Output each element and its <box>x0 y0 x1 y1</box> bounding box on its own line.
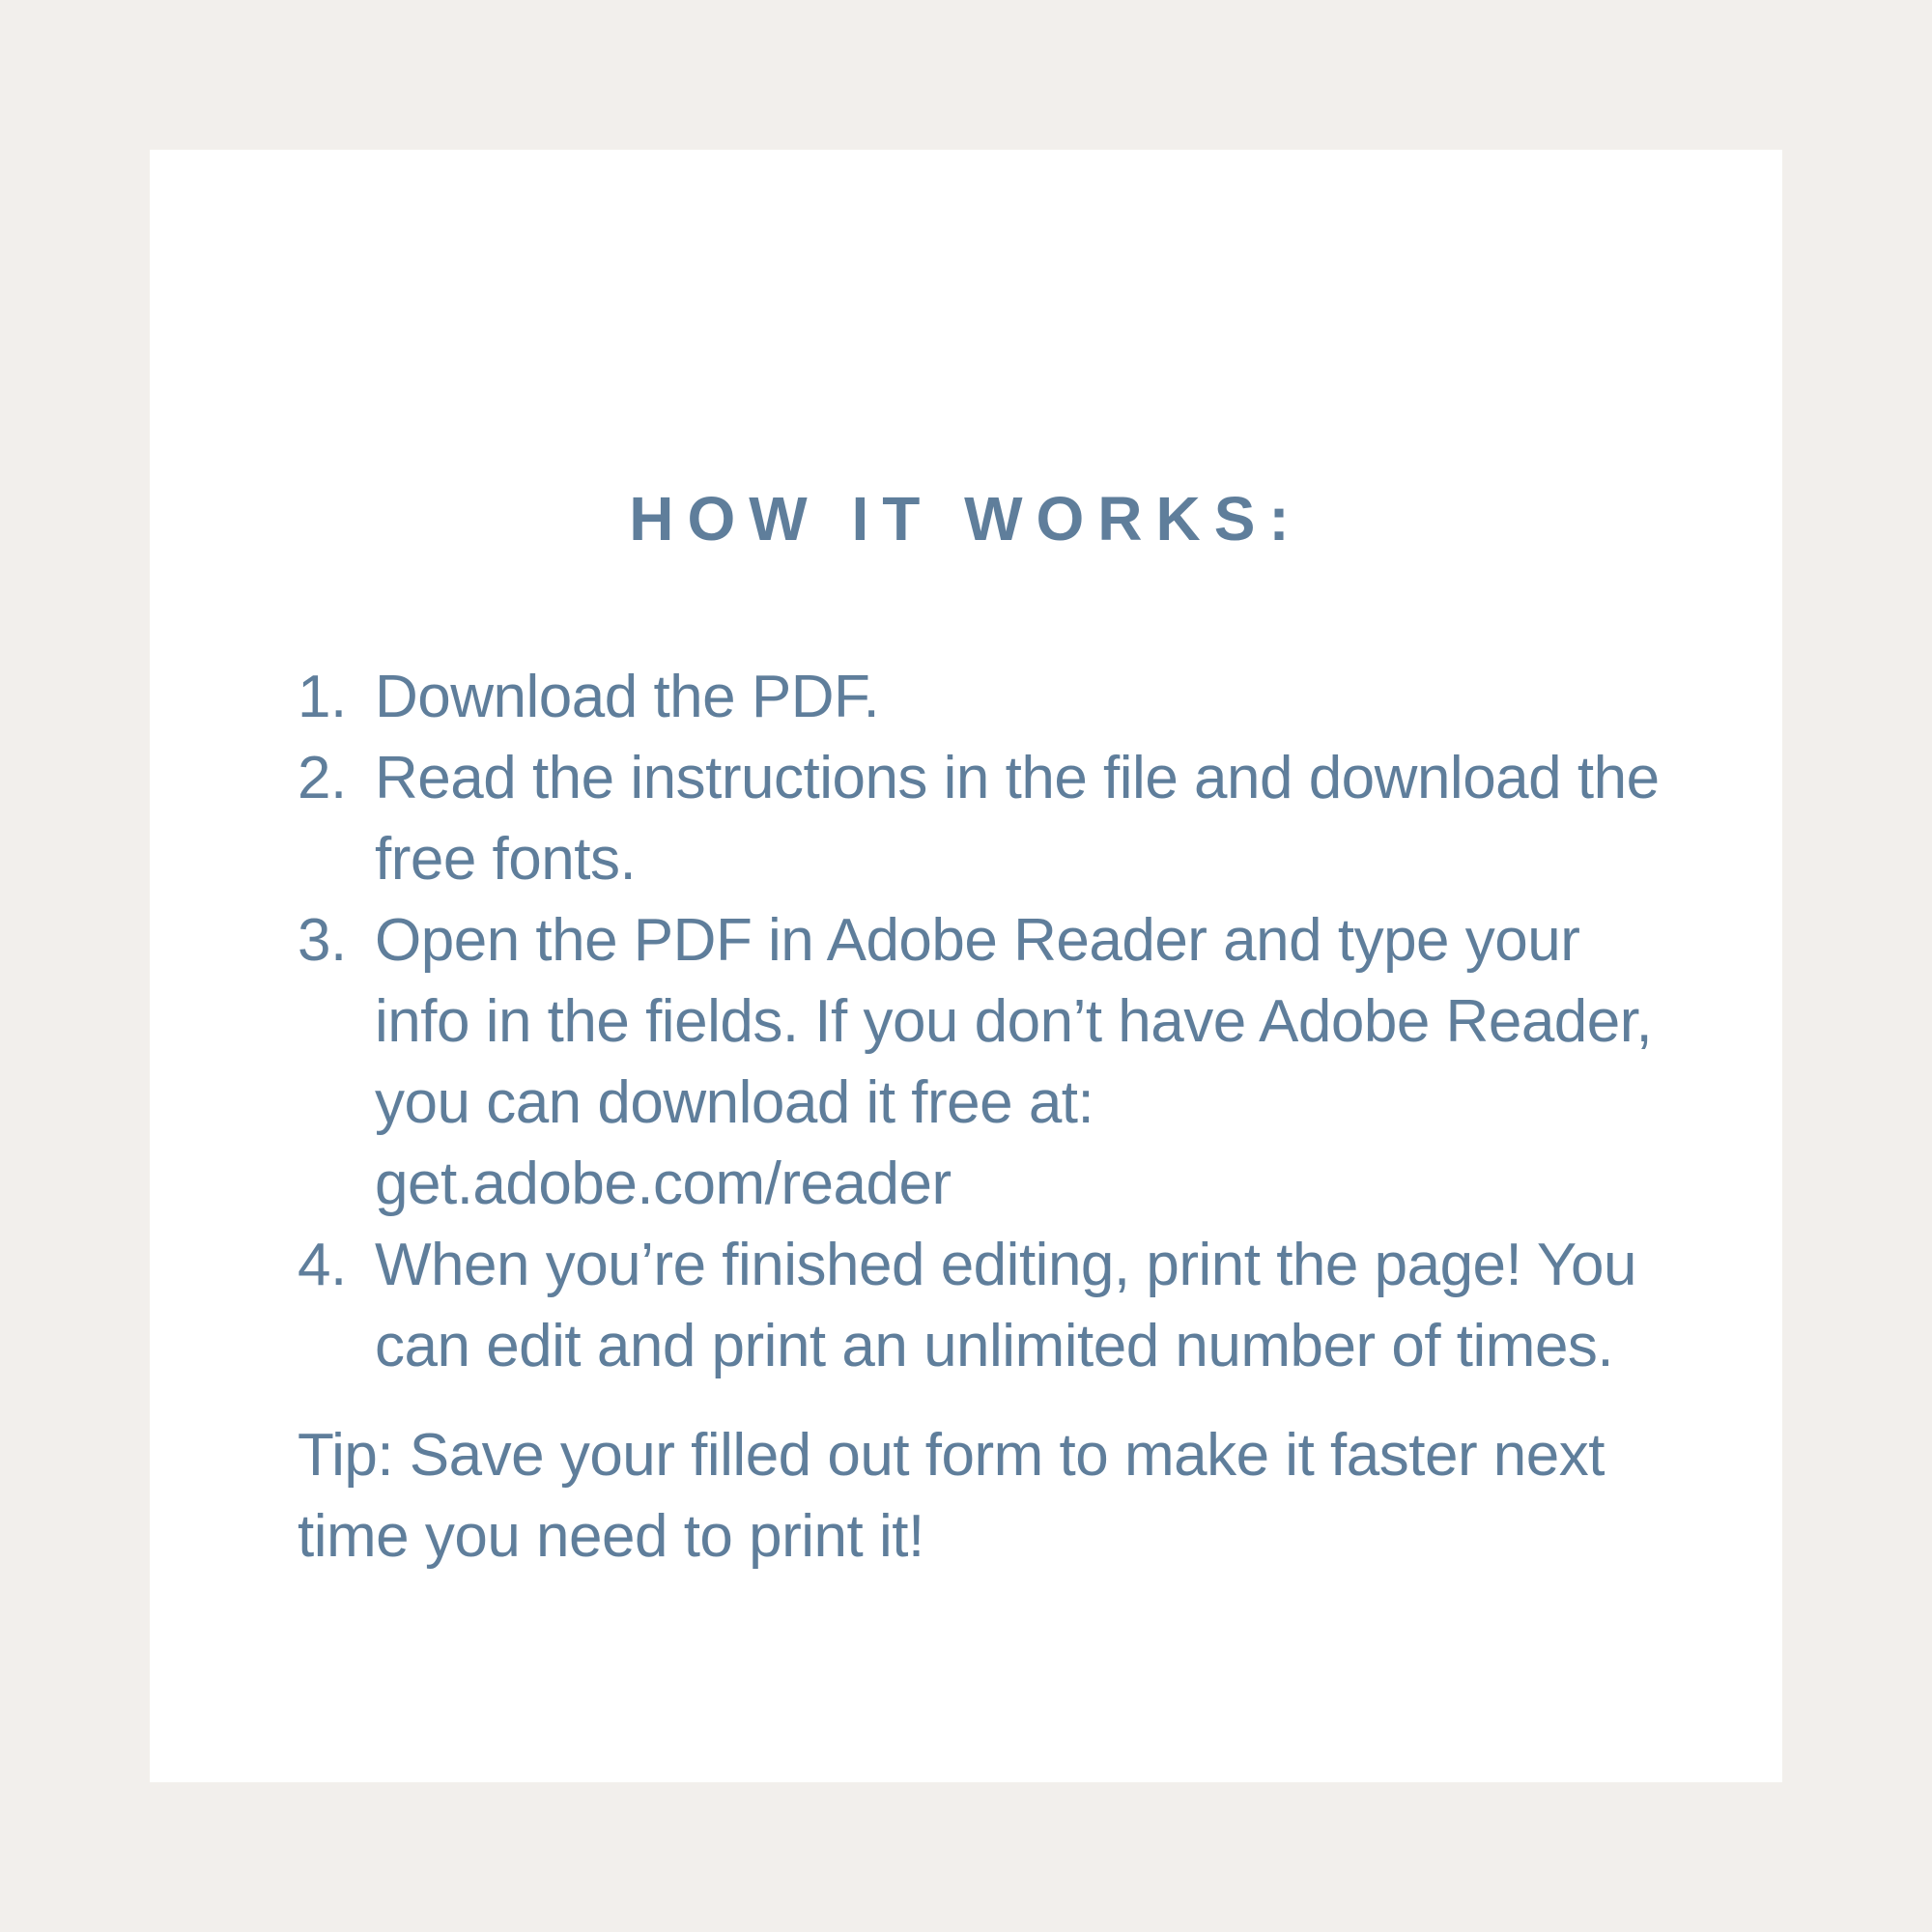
step-3 <box>298 900 1669 1225</box>
step-number: 1. <box>298 664 347 730</box>
step-text: Read the instructions in the file and download the free fonts. <box>375 745 1660 893</box>
instructions-card <box>150 150 1782 1782</box>
step-text: Download the PDF. <box>375 664 880 730</box>
step-1 <box>298 657 1747 738</box>
step-text: When you’re finished editing, print the page! You can edit and print an unlimited number of times. <box>375 1232 1636 1379</box>
step-4 <box>298 1225 1669 1387</box>
step-number: 4. <box>298 1232 347 1298</box>
step-number: 3. <box>298 907 347 974</box>
tip-text: Tip: Save your filled out form to make it faster next time you need to print it! <box>298 1422 1605 1570</box>
page-title: HOW IT WORKS: <box>629 484 1303 554</box>
step-number: 2. <box>298 745 347 811</box>
step-2 <box>298 738 1669 900</box>
step-text: Open the PDF in Adobe Reader and type your info in the fields. If you don’t have Adobe Reader, you can download it free at: get.adobe.com/reader <box>375 907 1653 1217</box>
